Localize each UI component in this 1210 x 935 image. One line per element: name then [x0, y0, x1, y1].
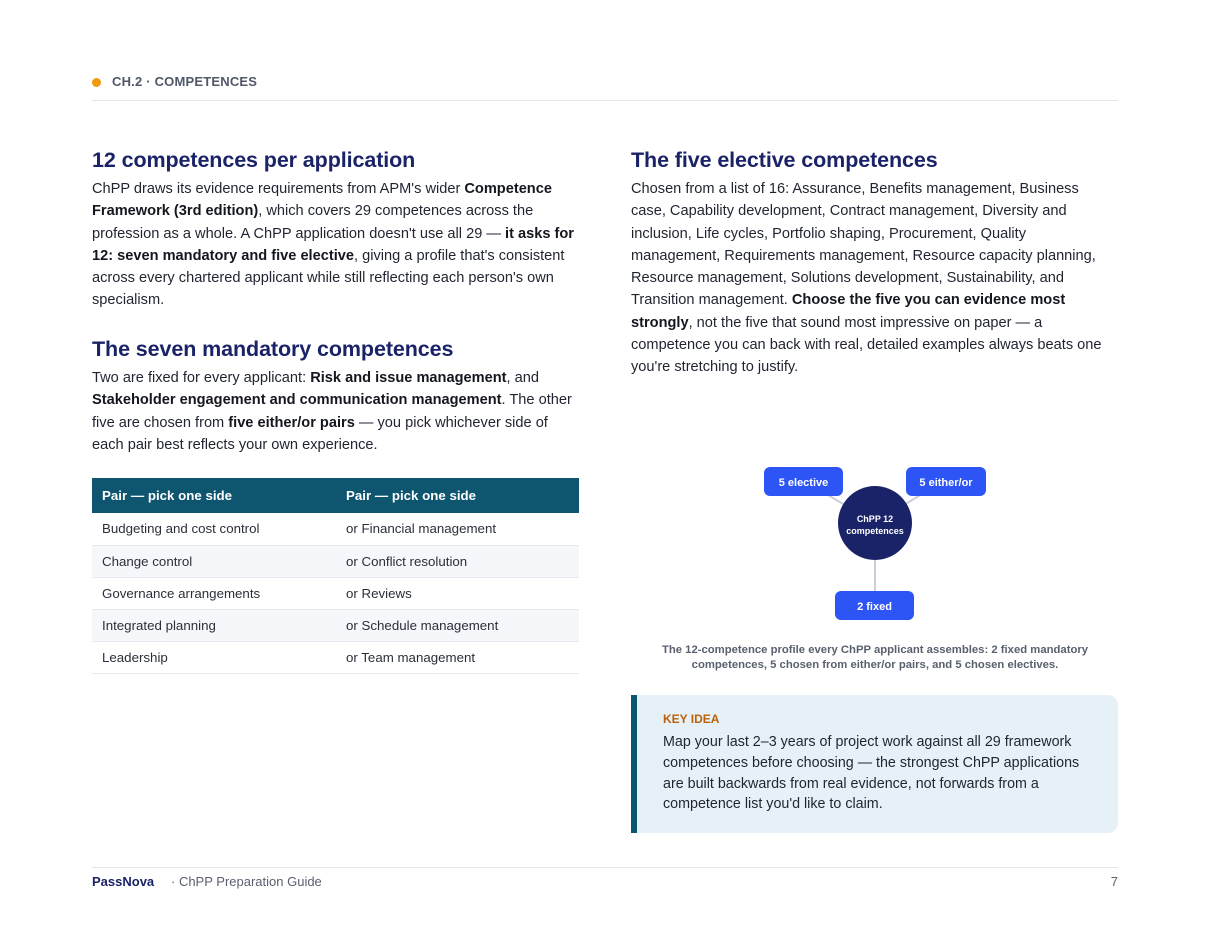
key-idea-label: KEY IDEA [663, 712, 720, 726]
table-row [92, 577, 579, 609]
table-row [92, 641, 579, 673]
section-title-elective: The five elective competences [631, 148, 938, 172]
chapter-dot-icon [92, 78, 101, 87]
center-node-line1: ChPP 12 [856, 514, 894, 524]
page-footer [92, 867, 1118, 897]
table-cell: or Team management [336, 641, 579, 673]
either-or-pairs-table [92, 478, 579, 674]
paragraph-12-competences: ChPP draws its evidence requirements from APM's wider Competence Framework (3rd edition), which covers 29 competences across the profession as a whole. A ChPP application doesn't use all 29 — it asks for 12: seven mandatory and five elective, giving a profile that's consistent across every chartered applicant while still reflecting each person's own specialism. [92, 181, 574, 309]
section-title-12-competences: 12 competences per application [92, 148, 416, 172]
footer-guide-title: · ChPP Preparation Guide [171, 874, 322, 889]
table-row [92, 545, 579, 577]
key-idea-text: Map your last 2–3 years of project work against all 29 framework competences before choosing — the strongest ChPP applications are built backwards from real evidence, not forwards from a competence list you'd like to claim. [663, 734, 1080, 813]
table-cell: Change control [92, 545, 336, 577]
table-row [92, 513, 579, 545]
table-cell: Governance arrangements [92, 577, 336, 609]
table-cell: or Schedule management [336, 609, 579, 641]
page-header [92, 74, 1118, 101]
node-fixed-label: 2 fixed [857, 601, 892, 613]
section-title-mandatory: The seven mandatory competences [92, 337, 454, 361]
table-row [92, 609, 579, 641]
table-cell: Integrated planning [92, 609, 336, 641]
key-idea-callout [631, 695, 1118, 833]
table-cell: or Conflict resolution [336, 545, 579, 577]
competence-profile-diagram [740, 455, 1010, 635]
chapter-label: CH.2 · COMPETENCES [112, 74, 258, 89]
node-either-or-label: 5 either/or [919, 477, 973, 489]
center-node-line2: competences [846, 526, 904, 536]
footer-brand: PassNova [92, 874, 155, 889]
paragraph-elective: Chosen from a list of 16: Assurance, Benefits management, Business case, Capability development, Contract management, Diversity and inclusion, Life cycles, Portfolio shaping, Procurement, Quality management, Requirements management, Resource capacity planning, Resource management, Solutions development, Sustainability, and Transition management. Choose the five you can evidence most strongly, not the five that sound most impressive on paper — a competence you can back with real, detailed examples always beats one you're stretching to justify. [631, 181, 1102, 376]
table-cell: Budgeting and cost control [92, 513, 336, 545]
table-cell: Leadership [92, 641, 336, 673]
diagram-caption: The 12-competence profile every ChPP applicant assembles: 2 fixed mandatory competences, 5 chosen from either/or pairs, and 5 chosen electives. [661, 644, 1089, 671]
page-number: 7 [1110, 874, 1118, 889]
table-header-cell: Pair — pick one side [336, 478, 579, 513]
paragraph-mandatory: Two are fixed for every applicant: Risk and issue management, and Stakeholder engagement and communication management. The other five are chosen from five either/or pairs — you pick whichever side of each pair best reflects your own experience. [92, 370, 572, 453]
table-header-row [92, 478, 579, 513]
node-elective-label: 5 elective [778, 477, 829, 489]
table-cell: or Reviews [336, 577, 579, 609]
table-cell: or Financial management [336, 513, 579, 545]
table-header-cell: Pair — pick one side [92, 478, 336, 513]
